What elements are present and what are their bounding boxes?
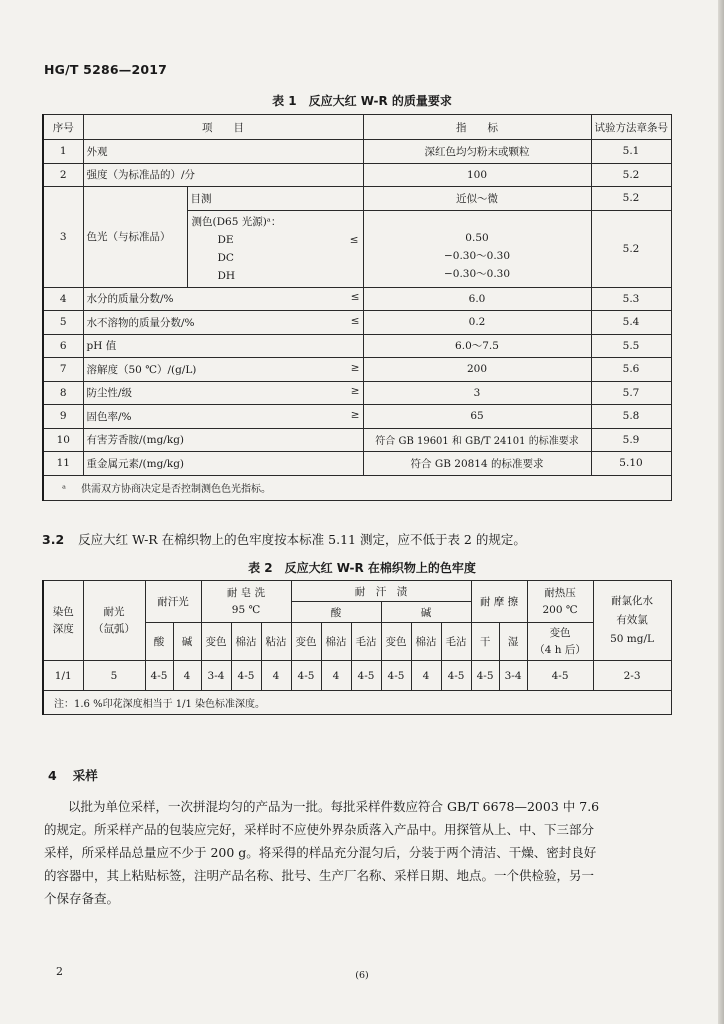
hdr-stain-cotton: 棉沾: [231, 623, 261, 661]
table-row-shade-visual: [43, 187, 671, 211]
row-item: pH 值: [83, 334, 363, 358]
table-row: [43, 287, 671, 311]
row-method: 5.7: [591, 381, 671, 405]
inner-page-number: (6): [355, 970, 369, 981]
shade-operator: ≤: [349, 233, 359, 246]
hdr-hot-press: 耐热压 200 ℃: [527, 581, 593, 623]
table-row: [43, 140, 671, 164]
footnote-mark: ᵃ: [62, 484, 66, 495]
cell-value: 4: [173, 661, 201, 691]
cell-value: 4-5: [527, 661, 593, 691]
table1-quality-requirements: [42, 114, 672, 501]
row-method: 5.4: [591, 311, 671, 335]
body-line: 个保存备查。: [44, 891, 120, 906]
section-3-2: [42, 530, 526, 548]
row-item: 重金属元素/(mg/kg): [83, 452, 363, 476]
table2-caption: 表 2 反应大红 W-R 在棉织物上的色牢度: [248, 561, 476, 575]
row-no: 2: [43, 163, 83, 187]
hdr-change: 变色: [381, 623, 411, 661]
hdr-rubbing: 耐 摩 擦: [471, 581, 527, 623]
hdr-stain-viscose: 粘沾: [261, 623, 291, 661]
col-method: 试验方法章条号: [591, 115, 671, 140]
shade-value-dc: −0.30～0.30: [443, 249, 511, 262]
cell-value: 4-5: [441, 661, 471, 691]
col-index: 指 标: [363, 115, 591, 140]
section-4-body: [44, 795, 662, 910]
shade-value-de: 0.50: [465, 231, 489, 244]
shade-visual-value: 近似～微: [363, 187, 591, 211]
scan-edge-shadow: [718, 0, 724, 1024]
hdr-chlorine: 耐氯化水 有效氯 50 mg/L: [593, 581, 671, 661]
hdr-perspiration: 耐 汗 渍: [291, 581, 471, 602]
cell-value: 2-3: [593, 661, 671, 691]
row-value: 65: [363, 405, 591, 429]
cell-light: 5: [83, 661, 145, 691]
row-value: 6.0: [363, 287, 591, 311]
table-row: [43, 452, 671, 476]
hdr-alkali: 碱: [381, 602, 471, 623]
section-number: 3.2: [42, 532, 65, 547]
row-value: 0.2: [363, 311, 591, 335]
cell-value: 3-4: [201, 661, 231, 691]
body-line: 的规定。所采样产品的包装应完好，采样时不应使外界杂质落入产品中。用探管从上、中、下三部分: [44, 822, 595, 837]
body-line: 以批为单位采样，一次拼混均匀的产品为一批。每批采样件数应符合 GB/T 6678—2003 中 7.6: [68, 799, 600, 814]
table-row: [43, 163, 671, 187]
row-item: 溶解度（50 ℃）/(g/L): [86, 363, 197, 376]
hdr-light: 耐光 （氙弧）: [83, 581, 145, 661]
cell-depth: 1/1: [43, 661, 83, 691]
hdr-change: 变色: [291, 623, 321, 661]
row-method: 5.8: [591, 405, 671, 429]
table1-header-row: [43, 115, 671, 140]
row-item-cell: [83, 381, 363, 405]
row-method: 5.1: [591, 140, 671, 164]
table2-header-row-1: [43, 581, 671, 602]
table-row: [43, 334, 671, 358]
row-method: 5.3: [591, 287, 671, 311]
table1-footnote: [43, 475, 671, 500]
row-operator: ≤: [350, 291, 360, 304]
shade-instrument-cell: [187, 210, 363, 287]
table1-footnote-row: [43, 475, 671, 500]
hdr-acid: 酸: [291, 602, 381, 623]
row-no: 10: [43, 428, 83, 452]
row-item-cell: [83, 287, 363, 311]
row-no: 5: [43, 311, 83, 335]
section-number: 4: [48, 768, 57, 783]
row-item-cell: [83, 405, 363, 429]
hdr-hot-change: 变色 （4 h 后）: [527, 623, 593, 661]
cell-value: 4-5: [381, 661, 411, 691]
row-operator: ≥: [350, 408, 360, 421]
table-row: [43, 661, 671, 691]
cell-value: 4-5: [231, 661, 261, 691]
shade-value-dh: −0.30～0.30: [443, 267, 511, 280]
cell-value: 4-5: [351, 661, 381, 691]
cell-value: 4-5: [471, 661, 499, 691]
row-method: 5.6: [591, 358, 671, 382]
row-no: 8: [43, 381, 83, 405]
shade-instrument-values: [363, 210, 591, 287]
row-no: 9: [43, 405, 83, 429]
row-item: 防尘性/级: [86, 387, 133, 400]
section-title: 采样: [72, 768, 98, 783]
body-line: 的容器中，其上粘贴标签，注明产品名称、批号、生产厂名称、采样日期、地点。一个供检验，另一: [44, 868, 595, 883]
shade-line-label: DC: [217, 251, 234, 264]
shade-line-de: [192, 231, 359, 249]
row-no: 6: [43, 334, 83, 358]
row-no: 1: [43, 140, 83, 164]
standard-code: HG/T 5286—2017: [44, 62, 168, 77]
hdr-sub-alkali: 碱: [173, 623, 201, 661]
footnote-text: 供需双方协商决定是否控制测色色光指标。: [81, 484, 271, 495]
row-operator: ≥: [350, 385, 360, 398]
hdr-soaping: 耐 皂 洗 95 ℃: [201, 581, 291, 623]
shade-line-label: DE: [217, 233, 234, 246]
shade-line-dc: [192, 249, 359, 267]
cell-value: 4: [321, 661, 351, 691]
hdr-stain-wool: 毛沾: [351, 623, 381, 661]
hdr-perspiration-light: 耐汗光: [145, 581, 201, 623]
row-value: 6.0～7.5: [363, 334, 591, 358]
hdr-stain-cotton: 棉沾: [411, 623, 441, 661]
row-item: 色光（与标准品）: [83, 187, 187, 288]
cell-value: 4-5: [145, 661, 173, 691]
row-item-cell: [83, 358, 363, 382]
table2-note-row: [43, 691, 671, 715]
row-no: 4: [43, 287, 83, 311]
row-no: 7: [43, 358, 83, 382]
table-row: [43, 381, 671, 405]
shade-instrument-method: 5.2: [591, 210, 671, 287]
row-method: 5.2: [591, 163, 671, 187]
cell-value: 4-5: [291, 661, 321, 691]
row-item: 固色率/%: [86, 410, 132, 423]
hdr-wet: 湿: [499, 623, 527, 661]
table-row: [43, 311, 671, 335]
page-number: 2: [56, 965, 63, 978]
hdr-depth: 染色深度: [43, 581, 83, 661]
row-item: 水分的质量分数/%: [86, 293, 174, 306]
row-value: 深红色均匀粉末或颗粒: [363, 140, 591, 164]
shade-instrument-label: 测色(D65 光源)ᵃ：: [191, 215, 282, 228]
hdr-dry: 干: [471, 623, 499, 661]
cell-value: 4: [411, 661, 441, 691]
shade-visual-method: 5.2: [591, 187, 671, 211]
col-no: 序号: [43, 115, 83, 140]
table-row: [43, 428, 671, 452]
row-item-cell: [83, 311, 363, 335]
table-row: [43, 358, 671, 382]
table-row: [43, 405, 671, 429]
row-item: 外观: [83, 140, 363, 164]
shade-line-dh: [192, 267, 359, 285]
section-text: 反应大红 W-R 在棉织物上的色牢度按本标准 5.11 测定，应不低于表 2 的规定。: [78, 532, 526, 547]
table1-caption: 表 1 反应大红 W-R 的质量要求: [272, 94, 452, 108]
row-value: 100: [363, 163, 591, 187]
shade-visual-label: 目测: [187, 187, 363, 211]
row-operator: ≥: [350, 361, 360, 374]
row-method: 5.5: [591, 334, 671, 358]
row-method: 5.9: [591, 428, 671, 452]
table2-note: 注：1.6 %印花深度相当于 1/1 染色标准深度。: [43, 691, 671, 715]
section-4-heading: [48, 766, 98, 784]
row-item: 有害芳香胺/(mg/kg): [83, 428, 363, 452]
row-value: 200: [363, 358, 591, 382]
row-item: 强度（为标准品的）/分: [83, 163, 363, 187]
row-no: 11: [43, 452, 83, 476]
hdr-change: 变色: [201, 623, 231, 661]
row-value: 3: [363, 381, 591, 405]
table2-color-fastness: [42, 580, 672, 715]
row-method: 5.10: [591, 452, 671, 476]
shade-line-label: DH: [217, 269, 236, 282]
row-no: 3: [43, 187, 83, 288]
col-item: 项 目: [83, 115, 363, 140]
row-value: 符合 GB 20814 的标准要求: [363, 452, 591, 476]
row-item: 水不溶物的质量分数/%: [86, 316, 195, 329]
hdr-stain-cotton: 棉沾: [321, 623, 351, 661]
body-line: 采样，所采样品总量应不少于 200 g。将采得的样品充分混匀后，分装于两个清洁、干燥、密封良好: [44, 845, 597, 860]
row-value: 符合 GB 19601 和 GB/T 24101 的标准要求: [363, 428, 591, 452]
hdr-stain-wool: 毛沾: [441, 623, 471, 661]
cell-value: 3-4: [499, 661, 527, 691]
cell-value: 4: [261, 661, 291, 691]
hdr-sub-acid: 酸: [145, 623, 173, 661]
row-operator: ≤: [350, 314, 360, 327]
